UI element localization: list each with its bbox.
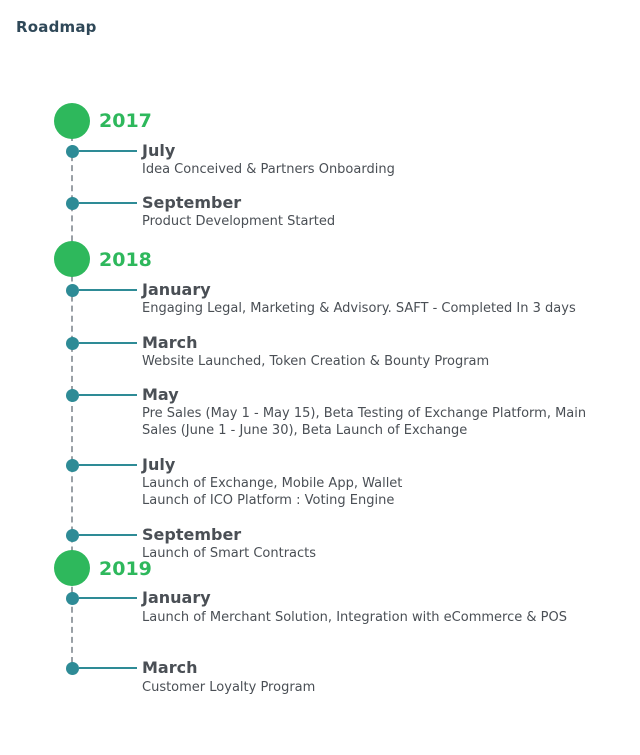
milestone-dot <box>66 145 79 158</box>
milestone-connector <box>79 464 137 466</box>
milestone-connector <box>79 150 137 152</box>
milestone-connector <box>79 534 137 536</box>
year-label-2017: 2017 <box>99 110 152 132</box>
milestone-month: March <box>142 658 198 677</box>
year-label-2018: 2018 <box>99 249 152 271</box>
milestone-dot <box>66 592 79 605</box>
milestone-dot <box>66 662 79 675</box>
milestone-month: September <box>142 525 242 544</box>
year-marker-2018 <box>54 241 90 277</box>
milestone-dot <box>66 389 79 402</box>
milestone-month: January <box>142 280 211 299</box>
milestone-connector <box>79 289 137 291</box>
milestone-connector <box>79 202 137 204</box>
milestone-month: July <box>142 141 176 160</box>
milestone-month: March <box>142 333 198 352</box>
milestone-description: Engaging Legal, Marketing & Advisory. SAFT - Completed In 3 days <box>142 301 576 316</box>
milestone-dot <box>66 459 79 472</box>
milestone-connector <box>79 667 137 669</box>
milestone-description: Website Launched, Token Creation & Bounty Program <box>142 354 490 369</box>
milestone-dot <box>66 197 79 210</box>
milestone-dot <box>66 337 79 350</box>
milestone-connector <box>79 597 137 599</box>
milestone-month: May <box>142 385 179 404</box>
milestone-connector <box>79 394 137 396</box>
milestone-month: September <box>142 193 242 212</box>
milestone-month: July <box>142 455 176 474</box>
milestone-description: Launch of Merchant Solution, Integration with eCommerce & POS <box>142 610 567 625</box>
milestone-dot <box>66 529 79 542</box>
year-marker-2019 <box>54 550 90 586</box>
milestone-description: Pre Sales (May 1 - May 15), Beta Testing of Exchange Platform, Main Sales (June 1 - June 30), Beta Launch of Exchange <box>142 406 587 438</box>
milestone-description: Launch of Exchange, Mobile App, Wallet Launch of ICO Platform : Voting Engine <box>142 476 403 508</box>
year-marker-2017 <box>54 103 90 139</box>
year-label-2019: 2019 <box>99 558 152 580</box>
milestone-month: January <box>142 588 211 607</box>
milestone-description: Product Development Started <box>142 214 336 229</box>
milestone-description: Launch of Smart Contracts <box>142 546 317 561</box>
milestone-dot <box>66 284 79 297</box>
milestone-description: Idea Conceived & Partners Onboarding <box>142 162 395 177</box>
milestone-connector <box>79 342 137 344</box>
page-title: Roadmap <box>16 18 97 36</box>
milestone-description: Customer Loyalty Program <box>142 680 316 695</box>
